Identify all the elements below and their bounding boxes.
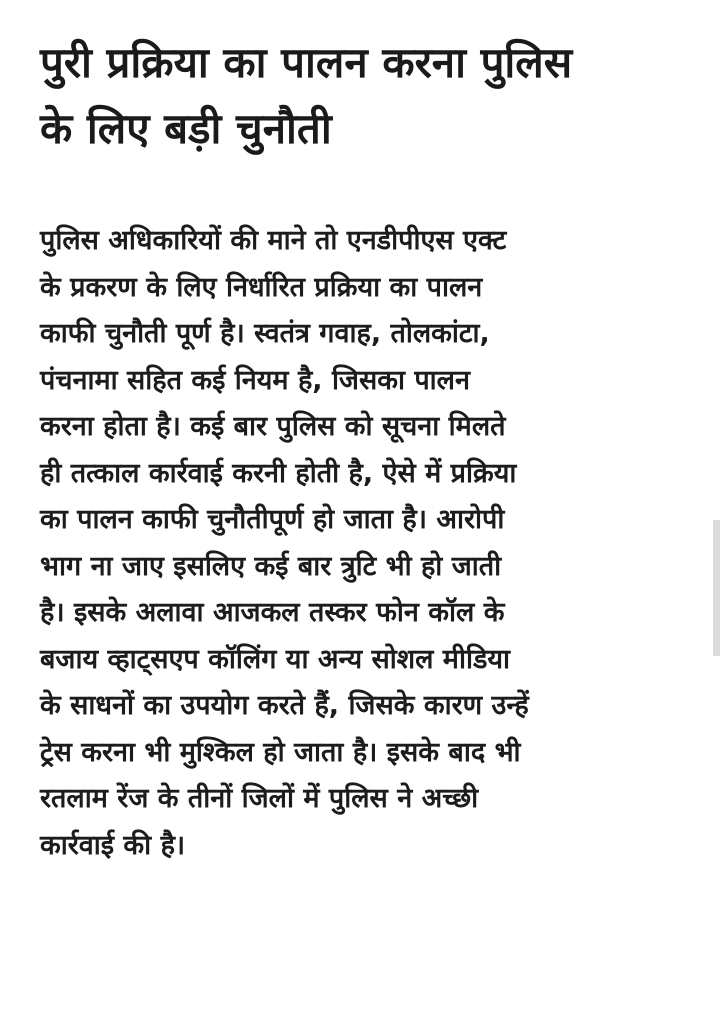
article — [40, 30, 712, 869]
body-line: का पालन काफी चुनौतीपूर्ण हो जाता है। आरोपी — [40, 504, 505, 535]
article-body — [40, 218, 712, 869]
body-line: पंचनामा सहित कई नियम है, जिसका पालन — [40, 364, 470, 396]
headline-line: के लिए बड़ी चुनौती — [40, 104, 332, 153]
article-headline — [40, 30, 712, 162]
body-line: के प्रकरण के लिए निर्धारित प्रक्रिया का पालन — [40, 271, 483, 303]
body-line: काफी चुनौती पूर्ण है। स्वतंत्र गवाह, तोलकांटा, — [40, 318, 490, 349]
body-line: भाग ना जाए इसलिए कई बार त्रुटि भी हो जाती — [40, 550, 502, 582]
body-line: कार्रवाई की है। — [40, 829, 186, 861]
body-line: ही तत्काल कार्रवाई करनी होती है, ऐसे में प्रक्रिया — [40, 457, 517, 489]
body-line: बजाय व्हाट्सएप कॉलिंग या अन्य सोशल मीडिया — [40, 643, 511, 675]
headline-line: पुरी प्रक्रिया का पालन करना पुलिस — [40, 38, 573, 87]
body-line: है। इसके अलावा आजकल तस्कर फोन कॉल के — [40, 597, 505, 628]
scrollbar-thumb[interactable] — [713, 520, 720, 656]
body-line: पुलिस अधिकारियों की माने तो एनडीपीएस एक्ट — [40, 225, 507, 256]
body-line: के साधनों का उपयोग करते हैं, जिसके कारण उन्हें — [40, 690, 529, 721]
body-line: करना होता है। कई बार पुलिस को सूचना मिलते — [40, 411, 506, 442]
body-line: रतलाम रेंज के तीनों जिलों में पुलिस ने अच्छी — [40, 783, 479, 814]
body-line: ट्रेस करना भी मुश्किल हो जाता है। इसके बाद भी — [40, 736, 521, 768]
